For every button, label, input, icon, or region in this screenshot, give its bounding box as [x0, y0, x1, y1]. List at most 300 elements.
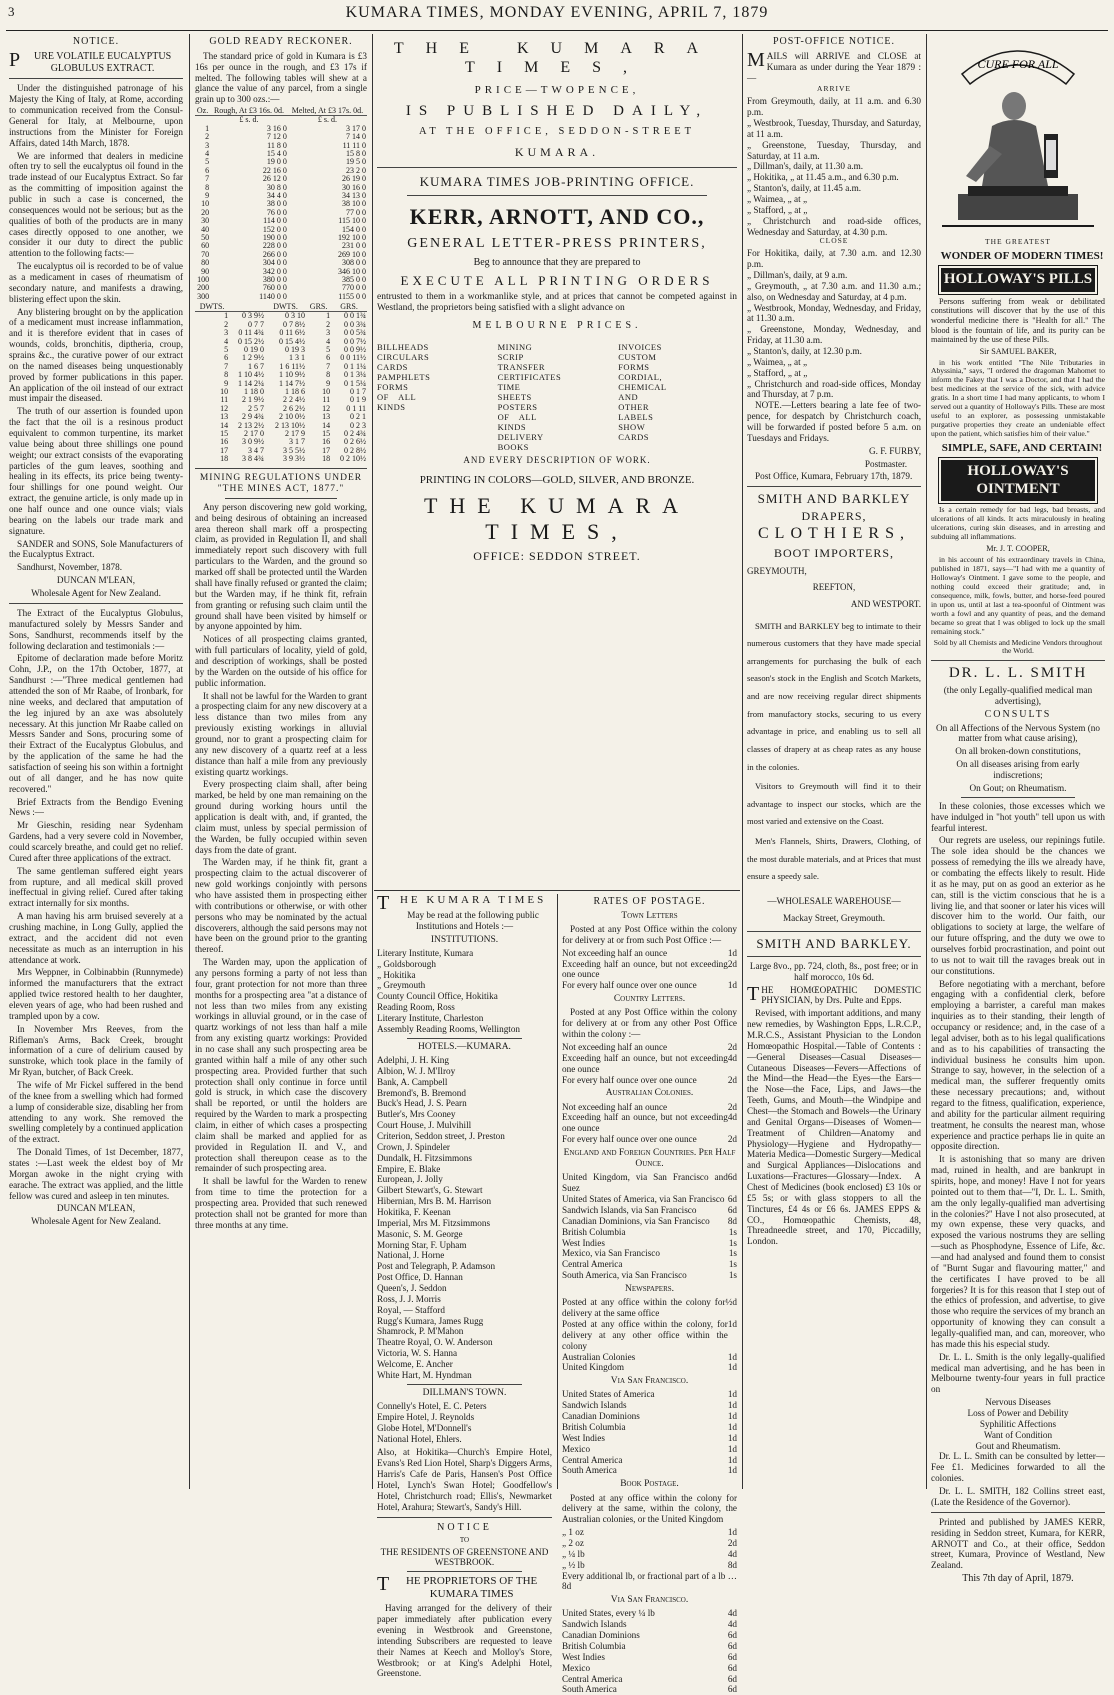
rate-value: 1s: [728, 1248, 737, 1259]
table-cell: 9: [326, 378, 331, 388]
table-cell: 3 5 5½: [283, 445, 306, 455]
dr-smith-title: DR. L. L. SMITH: [948, 665, 1088, 682]
gold-reckoner-heading: GOLD READY RECKONER.: [209, 36, 353, 47]
items-column: [498, 342, 617, 452]
homeopathic-head: Large 8vo., pp. 724, cloth, 8s., post free; or in half morocco, 10s 6d.: [749, 960, 919, 982]
divider: [225, 498, 337, 499]
rate-row: [562, 1134, 737, 1145]
smith-paragraph: SMITH and BARKLEY beg to intimate to their numerous customers that they have made special arrangements for purchasing the bulk of each season's stock in the English and Scotch Markets, and are now receiving regular direct shipments from manufactory stocks, securing to us every advantage in price, and enabling us to sell all classes of drapery at as cheap rates as any house in the colonies.: [747, 620, 921, 772]
column-rule: [557, 894, 558, 1489]
mining-paragraph: It shall not be lawful for the Warden to grant a prospecting claim for any new discovery at a less distance than two miles from any previously existing workings in alluvial ground, nor to grant a prospecting claim for any new discovery of a quartz reef at a less distance than half a mile from any previously existing quartz workings.: [195, 690, 367, 777]
list-item: Hibernian, Mrs B. M. Harrison: [377, 1196, 492, 1207]
list-item: „ Christchurch and road-side offices, Monday and Thursday, at 7 p.m.: [747, 378, 921, 400]
notice-body: Having arranged for the delivery of their paper immediately after publication every evening in Westbrook and Greenstone, intending Subscribers are requested to leave their Names at Keech and Molloy's Store, Westbrook; or at King's Adelphi Hotel, Greenstone.: [377, 1603, 552, 1679]
list-item: POSTERS OF ALL KINDS: [497, 402, 538, 433]
table-cell: 0 19 3: [285, 345, 306, 355]
table-cell: 9: [205, 191, 210, 200]
table-cell: 6: [326, 353, 331, 363]
post-office-heading: POST-OFFICE NOTICE.: [773, 36, 895, 47]
divider: [931, 1512, 1105, 1513]
rate-row: [562, 1411, 737, 1422]
table-cell: 14: [220, 420, 229, 430]
table-cell: 2 5 7: [248, 403, 265, 413]
table-cell: 0 2 3: [350, 420, 366, 430]
table-cell: 200: [197, 283, 210, 293]
list-item: Court House, J. Mulvihill: [377, 1120, 472, 1131]
list-item: PAMPHLETS: [377, 372, 431, 383]
table-cell: 2 6 2½: [283, 403, 306, 413]
rate-row: [562, 1227, 737, 1238]
table-cell: 342 0 0: [262, 266, 287, 276]
table-cell: 34 4 0: [266, 191, 287, 200]
holloway-column: [928, 34, 1108, 1585]
list-item: National, J. Horne: [377, 1250, 445, 1261]
rate-label: Canadian Dominions, via San Francisco: [562, 1215, 710, 1226]
entrusted-text: entrusted to them in a workmanlike style, and at prices that cannot be competed against in Westland, the proprietors being satisfied with a slight advance on: [377, 291, 737, 314]
rate-label: Posted at any office within the colony for delivery at the same office: [562, 1297, 726, 1319]
rate-label: For every half ounce over one ounce: [562, 1134, 697, 1145]
list-item: „ Hokitika, „ at 11.45 a.m., and 6.30 p.m.: [747, 172, 899, 183]
list-item: CORDIAL, CHEMICAL: [618, 372, 667, 393]
table-cell: 3 8 4¾: [242, 454, 265, 464]
col-grs: GRS.: [331, 303, 367, 312]
book-extra: Every additional lb, or fractional part of a lb … 8d: [562, 1570, 737, 1592]
kerr-arnott-title: KERR, ARNOTT, AND CO.,: [409, 204, 705, 230]
reading-rooms-column: [374, 892, 555, 1679]
table-cell: 0 2 10½: [340, 454, 366, 464]
divider: [407, 1384, 522, 1385]
rate-row: [562, 1259, 737, 1270]
rate-label: Sandwich Islands: [562, 1400, 627, 1411]
list-item: „ Greymouth, „ at 7.30 a.m. and 11.30 a.m.; also, on Wednesday and Saturday, at 4 p.m.: [747, 280, 921, 302]
mining-paragraph: Any person discovering new gold working, and being desirous of obtaining an increased area thereon shall mark off a prospecting claim, as provided in Regulation II, and shall immediately report such discovery with full particulars to the Warden, and the ground so marked off shall be protected until the Warden shall have finally refused or granted the claim; but the Warden may, if he think fit, refrain from granting or refusing such claim until the ground shall have been visited by himself or by anyone appointed by him.: [195, 501, 367, 632]
smith-place: GREYMOUTH,: [747, 565, 807, 576]
table-cell: 1 10 4½: [238, 370, 265, 380]
consult-item: On all diseases arising from early indiscretions;: [956, 759, 1080, 781]
rate-value: 1s: [728, 1270, 737, 1281]
rate-row: [562, 1102, 737, 1113]
table-cell: 15: [220, 428, 229, 438]
table-cell: 115 10 0: [338, 216, 366, 226]
postmaster-role: Postmaster.: [864, 458, 907, 469]
table-cell: 152 0 0: [262, 224, 287, 234]
table-cell: 0 11 4¾: [238, 328, 265, 338]
gold-mining-column: [192, 34, 370, 1489]
sold-text: Sold by all Chemists and Medicine Vendors throughout the World.: [933, 637, 1103, 656]
book-postage-heading: Book Postage.: [620, 1479, 679, 1490]
gold-intro: The standard price of gold in Kumara is £3 16s per ounce in the rough, and £3 17s if melted. The following tables will shew at a glance the value of any parcel, from a single grain up to 300 ozs.:—: [195, 50, 367, 105]
mining-paragraph: The Warden may, if he think fit, grant a prospecting claim to the actual discoverer of new gold workings conjointly with persons who have assisted them in prospecting either with contributions or otherwise, or with other persons who may be nominated by the actual discoverers, although the said persons may not have been on the ground prior to the granting thereof.: [195, 857, 367, 955]
consults-label: CONSULTS: [984, 708, 1052, 720]
col-melted: Melted, At £3 17s. 0d.: [288, 107, 367, 116]
rate-label: British Columbia: [562, 1422, 626, 1433]
table-cell: 9: [224, 378, 229, 388]
table-cell: 5: [326, 345, 331, 355]
rate-row: [562, 1527, 737, 1538]
rate-label: „ 1 oz: [562, 1527, 584, 1538]
list-item: Criterion, Seddon street, J. Preston: [377, 1130, 505, 1141]
table-cell: 0 1 5¼: [344, 378, 366, 388]
table-cell: 0 1 3¼: [344, 370, 366, 380]
melbourne-prices: MELBOURNE PRICES.: [472, 320, 642, 332]
close-list: [747, 248, 921, 400]
rate-value: 1s: [728, 1259, 737, 1270]
divider: [747, 931, 921, 932]
list-item: For Hokitika, daily, at 7.30 a.m. and 12.30 p.m.: [747, 248, 921, 270]
notice-residents: THE RESIDENTS OF GREENSTONE AND WESTBROOK.: [380, 1546, 549, 1568]
office-seddon: OFFICE: SEDDON STREET.: [473, 548, 641, 563]
list-item: „ Greenstone, Tuesday, Thursday, and Saturday, at 11 a.m.: [747, 139, 921, 161]
readrooms-title: THE KUMARA TIMES: [377, 892, 547, 914]
mining-paragraph: Notices of all prospecting claims granted, with full particulars of locality, yield of gold, and description of workings, shall be posted by the Warden on the outside of his office for public information.: [195, 634, 367, 688]
consult-item: On Gout; on Rheumatism.: [969, 782, 1067, 793]
job-printing-heading: KUMARA TIMES JOB-PRINTING OFFICE.: [419, 173, 695, 189]
list-item: Loss of Power and Debility: [967, 1408, 1069, 1419]
table-cell: 346 10 0: [338, 266, 366, 276]
postage-heading: RATES OF POSTAGE.: [593, 896, 706, 907]
table-cell: 385 0 0: [342, 274, 366, 284]
rate-label: Central America: [562, 1454, 623, 1465]
table-cell: 30 8 0: [266, 182, 287, 192]
column-rule: [742, 34, 743, 1489]
rate-row: [562, 1352, 737, 1363]
divider: [195, 468, 367, 469]
table-cell: 0 15 4½: [279, 336, 306, 346]
table-cell: 3 16 0: [266, 123, 287, 133]
rate-label: „ ½ lb: [562, 1559, 585, 1570]
rate-label: Exceeding half an ounce, but not exceeding one ounce: [562, 1052, 728, 1074]
table-cell: 0 3 9½: [242, 311, 265, 321]
kumara-price: PRICE—TWOPENCE,: [474, 83, 640, 96]
rate-row: [562, 959, 737, 981]
printers-heading: GENERAL LETTER-PRESS PRINTERS,: [407, 236, 707, 252]
rate-label: Exceeding half an ounce, but not exceeding one ounce: [562, 1112, 728, 1134]
rate-row: [562, 1444, 737, 1455]
table-cell: 11 8 0: [267, 140, 287, 150]
rate-row: [562, 1205, 737, 1216]
table-cell: 80: [201, 258, 210, 268]
rate-label: Not exceeding half an ounce: [562, 1101, 668, 1112]
table-cell: 0 11 6½: [279, 328, 306, 338]
dillman-list: [377, 1401, 552, 1444]
notice-to: TO: [459, 1536, 470, 1545]
table-cell: 308 0 0: [342, 258, 366, 268]
list-item: „ Stafford, „ at „: [747, 204, 808, 215]
smith-paragraph: Our regrets are useless, our repinings futile. The sole idea should be the chances we possess of remedying the ills we already have, or combating the effects likely to result. Hide it as he may, put on as good an exterior as he can, still is the victim conscious that he is a living lie, and that sooner or later his vices will discover him to the world. Our faith, our obligations to society at large, the welfare of our future offspring, and the duty we owe to ourselves forbid procrastination, and point out to us not to wait till the ravages break out in our constitutions.: [931, 835, 1105, 976]
rate-row: [562, 1684, 737, 1695]
table-cell: 14: [322, 420, 331, 430]
list-item: Theatre Royal, O. W. Anderson: [377, 1337, 493, 1348]
table-cell: 38 0 0: [266, 199, 287, 209]
table-cell: 50: [201, 232, 210, 242]
table-cell: 11: [220, 395, 229, 405]
list-item: Butler's, Mrs Cooney: [377, 1109, 456, 1120]
table-cell: 2 10 0½: [279, 412, 306, 422]
agent-name: DUNCAN M'LEAN,: [56, 1203, 136, 1214]
rate-row: [562, 948, 737, 959]
rate-value: 6d: [727, 1673, 737, 1684]
list-item: Connelly's Hotel, E. C. Peters: [377, 1400, 487, 1411]
country-letters-heading: Country Letters.: [613, 994, 686, 1005]
rate-value: 6d: [727, 1630, 737, 1641]
smith-barkley-title-2: SMITH AND BARKLEY.: [756, 936, 912, 952]
town-rates: [562, 948, 737, 991]
rate-label: „ 2 oz: [562, 1537, 584, 1548]
table-cell: 2: [224, 319, 229, 329]
table-cell: 3: [326, 328, 331, 338]
rate-value: 4d: [727, 1608, 737, 1619]
mining-paragraph: The Warden may, upon the application of any persons forming a party of not less than four, grant protection for not more than three months for a prospecting area "at a distance of not less than two miles from any existing workings in alluvial ground, or in the case of quartz workings of not less than half a mile from any existing quartz workings: Provided in no case shall any such prospecting area be granted within half a mile of any other such prospecting area. Provided further that such protection shall only continue in force until gold is struck, in which case the discovery shall be reported, or until the holders are required by the Warden to mark a prospecting claim, in either of which cases a prospecting claim shall be marked and applied for as provided in Regulation II. and V., and protection shall thereupon cease as to the remainder of such prospecting area.: [195, 957, 367, 1174]
rate-label: Sandwich Islands: [562, 1619, 627, 1630]
rate-row: [562, 1465, 737, 1476]
eucalyptus-paragraph: Epitome of declaration made before Moritz Cohn, J.P., on the 17th October, 1877, at Sandhurst :—"Three medical gentlemen had attended the son of Mr Raabe, of Ironbark, for nine weeks, and declared that amputation of the leg injured by an axe was absolutely necessary. At this junction Mr Raabe called on Messrs Sander and Sons, procuring some of their Extract of the Eucalyptus Globulus, and by the application of the same he had the satisfaction of seeing his son within a fortnight out of all danger, and he has now quite recovered.": [9, 653, 183, 794]
rate-value: 1d: [727, 1443, 737, 1454]
column-rule: [189, 34, 190, 1489]
rate-label: For every half ounce over one ounce: [562, 1074, 697, 1085]
smith-paragraph: Dr. L. L. Smith can be consulted by letter—Fee £1. Medicines forwarded to all the colonies.: [931, 1451, 1105, 1484]
readrooms-intro: May be read at the following public Institutions and Hotels :—: [407, 909, 539, 931]
table-cell: 1 18 6: [285, 386, 306, 396]
list-item: Assembly Reading Rooms, Wellington: [377, 1023, 521, 1034]
list-item: BILLHEADS: [377, 342, 429, 353]
col-rough: Rough, At £3 16s. 0d.: [210, 107, 288, 116]
table-cell: 18: [220, 454, 229, 464]
rate-value: 6d: [727, 1172, 737, 1183]
list-item: „ Waimea, „ at „: [747, 193, 808, 204]
mining-paragraph: Every prospecting claim shall, after being marked, be held by one man remaining on the ground during working hours until the application is dealt with, and, if granted, the claim must, unless by special permission of the Warden, be fully occupied within seven days from the date of grant.: [195, 779, 367, 855]
consult-item: On all broken-down constitutions,: [955, 746, 1081, 757]
rate-label: Mexico: [562, 1443, 591, 1454]
table-cell: 12: [220, 403, 229, 413]
rate-row: [562, 1216, 737, 1227]
rate-label: United Kingdom, via San Francisco and Suez: [562, 1172, 728, 1194]
col-grs: GRS.: [306, 303, 331, 312]
table-cell: 0 1 1¼: [344, 361, 366, 371]
table-cell: 11 11 0: [342, 140, 366, 150]
eucalyptus-column: [6, 34, 186, 1489]
table-cell: 0 0 9½: [344, 345, 366, 355]
smith-clothiers: CLOTHIERS,: [758, 524, 910, 542]
list-item: Want of Condition: [983, 1429, 1053, 1440]
notice-proprietors: THE PROPRIETORS OF THE KUMARA TIMES: [377, 1573, 538, 1601]
table-cell: 0 15 2½: [238, 336, 265, 346]
table-cell: 6: [205, 165, 210, 175]
rate-row: [562, 1400, 737, 1411]
list-item: Rugg's Kumara, James Rugg: [377, 1315, 484, 1326]
rate-value: 4d: [727, 1052, 737, 1063]
list-item: „ Goldsborough: [377, 958, 436, 969]
list-item: Victoria, W. S. Hanna: [377, 1348, 458, 1359]
table-cell: 2 1 9½: [242, 395, 265, 405]
table-cell: 266 0 0: [262, 249, 287, 259]
australian-heading: Australian Colonies.: [605, 1088, 694, 1099]
banner-text: CURE FOR ALL: [977, 57, 1059, 71]
table-cell: 15: [322, 428, 331, 438]
list-item: AND OTHER LABELS: [618, 392, 654, 423]
colors-line: PRINTING IN COLORS—GOLD, SILVER, AND BRONZE.: [419, 473, 695, 486]
list-item: European, J. Jolly: [377, 1174, 443, 1185]
rate-label: Mexico: [562, 1662, 591, 1673]
table-row: [195, 455, 367, 463]
rate-value: 2d: [727, 1101, 737, 1112]
institutions-heading: INSTITUTIONS.: [430, 934, 499, 945]
list-item: Globe Hotel, M'Donnell's: [377, 1422, 472, 1433]
table-cell: 2: [205, 132, 210, 142]
homeopathic-title: THE HOMŒOPATHIC DOMESTIC PHYSICIAN, by Drs. Pulte and Epps.: [747, 982, 921, 1006]
list-item: Hokitika, F. Keenan: [377, 1207, 451, 1217]
simple-safe-text: SIMPLE, SAFE, AND CERTAIN!: [941, 442, 1103, 455]
imprint-text: Printed and published by JAMES KERR, residing in Seddon street, Kumara, for KERR, ARNOTT and Co., at their office, Seddon street, Kumara, Province of Westland, New Zealand.: [931, 1516, 1105, 1571]
divider: [9, 78, 183, 79]
table-cell: 0 0 1¾: [344, 311, 366, 321]
table-cell: 12: [322, 403, 331, 413]
arrive-label: ARRIVE: [817, 84, 851, 94]
rate-value: 8d: [727, 1559, 737, 1570]
table-cell: 0 0 7½: [344, 336, 366, 346]
smith-warehouse: —WHOLESALE WAREHOUSE—: [767, 895, 901, 906]
table-cell: 1 3 1: [289, 353, 306, 363]
england-heading: England and Foreign Countries. Per Half Ounce.: [563, 1148, 736, 1170]
list-item: Imperial, Mrs M. Fitzsimmons: [377, 1217, 491, 1228]
holloways-ointment-banner: HOLLOWAY'S OINTMENT: [939, 458, 1097, 503]
rate-value: 6d: [727, 1205, 737, 1215]
agent-role: Wholesale Agent for New Zealand.: [31, 1216, 161, 1227]
table-cell: 22 16 0: [262, 165, 287, 175]
divider: [931, 660, 1105, 661]
table-cell: 100: [197, 274, 210, 284]
eucalyptus-paragraph: The same gentleman suffered eight years from rupture, and all medical skill proved ineffectual in giving relief. Cured after taking extract internally for six months.: [9, 865, 183, 909]
divider: [407, 1038, 522, 1039]
divider: [374, 890, 740, 891]
cure-for-all-illustration: [932, 36, 1104, 236]
rate-row: [562, 1608, 737, 1619]
rate-label: For every half ounce over one ounce: [562, 980, 697, 991]
list-item: Bremond's, B. Bremond: [377, 1087, 466, 1098]
top-rule: [6, 30, 1108, 31]
list-item: „ Westbrook, Monday, Wednesday, and Friday, at 11.30 a.m.: [747, 302, 921, 324]
table-cell: 34 13 0: [342, 191, 366, 200]
book-rates: [562, 1527, 737, 1570]
list-item: MINING SCRIP: [497, 342, 533, 363]
rate-label: South America: [562, 1465, 617, 1476]
list-item: Post and Telegraph, P. Adamson: [377, 1261, 496, 1272]
rate-row: [562, 1194, 737, 1205]
dillman-heading: DILLMAN'S TOWN.: [422, 1387, 507, 1398]
rate-label: Posted at any office within the colony, for delivery at any other office within the colony: [562, 1318, 728, 1351]
rate-row: [562, 1075, 737, 1086]
rate-label: Mexico, via San Francisco: [562, 1248, 660, 1259]
rate-label: United States of America: [562, 1389, 655, 1400]
rate-label: Canadian Dominions: [562, 1630, 640, 1641]
rate-value: 1d: [727, 1400, 737, 1411]
list-item: Shamrock, P. M'Mahon: [377, 1326, 464, 1337]
list-item: „ Greymouth: [377, 980, 426, 991]
smith-barkley-title: SMITH AND BARKLEY: [757, 491, 911, 507]
rate-value: 1s: [728, 1226, 737, 1237]
gold-oz-table: [195, 107, 367, 301]
table-cell: 0 1 7: [350, 386, 366, 396]
table-cell: 60: [201, 241, 210, 251]
table-cell: 76 0 0: [266, 207, 287, 217]
table-cell: 7 14 0: [346, 132, 366, 142]
smith-paragraph: Visitors to Greymouth will find it to their advantage to inspect our stocks, which are the most varied and extensive on the Coast.: [747, 781, 921, 827]
hotels-list: [377, 1055, 552, 1381]
mining-heading: MINING REGULATIONS UNDER "THE MINES ACT, 1877.": [199, 472, 363, 494]
table-cell: 1: [326, 311, 331, 321]
table-cell: 40: [201, 224, 210, 234]
table-cell: 10: [220, 386, 229, 396]
smith-boot: BOOT IMPORTERS,: [773, 545, 895, 560]
table-cell: 114 0 0: [263, 216, 287, 226]
rate-row: [562, 1619, 737, 1630]
list-item: Masonic, S. M. George: [377, 1228, 463, 1239]
eucalyptus-paragraph: The truth of our assertion is founded upon the fact that the oil is a resinous product equivalent to common turpentine, its market value being about three shillings one pound weight; our extract consists of the evaporating particles of the gum leaves, soothing and healing in its effects, its price being twenty-four shillings for one pound weight. Our extract, the genuine article, is only made up in one half ounce and one ounce vials; vials bearing on the labels our trade mark and signature.: [9, 406, 183, 536]
rate-value: 1d: [727, 947, 737, 958]
list-item: „ Dillman's, daily, at 11.30 a.m.: [747, 161, 864, 172]
smith-place: REEFTON,: [812, 582, 856, 593]
list-item: Albion, W. J. M'Ilroy: [377, 1065, 456, 1076]
list-item: „ Christchurch and road-side offices, Wednesday and Saturday, at 4.30 p.m.: [747, 215, 921, 237]
divider: [407, 1571, 522, 1572]
rate-row: [562, 1248, 737, 1259]
eucalyptus-paragraph: Brief Extracts from the Bendigo Evening News :—: [9, 796, 183, 818]
england-rates: [562, 1172, 737, 1281]
eucalyptus-paragraph: Any blistering brought on by the application of a medicament must increase inflammation, and it is therefore evident that in cases of wounds, colds, bronchitis, diptheria, croup, sprains &c., the curative power of our extract on the named diseases being unquestionably proved by former publications in this paper. An application of the oil instead of our extract must impair the diseased.: [9, 306, 183, 404]
list-item: „ Greenstone, Monday, Wednesday, and Friday, at 11.30 a.m.: [747, 324, 921, 346]
rate-label: Not exceeding half an ounce: [562, 1041, 668, 1052]
list-item: Dundalk, H. Fitzsimmons: [377, 1152, 472, 1163]
list-item: Gilbert Stewart's, G. Stewart: [377, 1185, 483, 1196]
rate-value: 2d: [727, 1074, 737, 1085]
table-cell: 3 17 0: [346, 123, 366, 133]
table-cell: 8: [326, 370, 331, 380]
list-item: White Hart, M. Hyndman: [377, 1369, 472, 1380]
table-cell: 2 9 4¾: [242, 412, 265, 422]
eucalyptus-paragraph: The eucalyptus oil is recorded to be of value as a medicament in cases of rheumatism of secondary nature, and manifests a drawing, blistering effect upon the skin.: [9, 261, 183, 304]
list-item: „ Dillman's, daily, at 9 a.m.: [747, 269, 848, 280]
kumara-times-big: THE KUMARA TIMES,: [423, 492, 691, 544]
via-sf-heading: Via San Francisco.: [610, 1595, 689, 1606]
rate-label: United States of America, via San Francisco: [562, 1194, 725, 1205]
table-cell: 190 0 0: [262, 232, 287, 242]
rate-label: South America, via San Francisco: [562, 1270, 687, 1281]
holloways-pills-banner: HOLLOWAY'S PILLS: [939, 266, 1097, 294]
list-item: National Hotel, Ehlers.: [377, 1433, 462, 1444]
table-cell: 16: [220, 437, 229, 447]
col-oz: Oz.: [196, 106, 209, 116]
printing-items: [377, 342, 737, 452]
table-cell: 10: [201, 199, 210, 209]
table-cell: 380 0 0: [262, 274, 287, 284]
table-cell: 4: [326, 336, 331, 346]
table-cell: 0 0 11½: [340, 353, 366, 363]
table-cell: 17: [220, 445, 229, 455]
column-rule: [372, 34, 373, 1489]
rate-value: 6d: [727, 1651, 737, 1662]
list-item: Ross, J. J. Morris: [377, 1293, 441, 1304]
kumara-times-advert: [374, 34, 740, 892]
rate-value: 1s: [728, 1237, 737, 1248]
table-cell: 0 2 1: [350, 412, 366, 422]
rate-label: „ ¼ lb: [562, 1548, 585, 1559]
table-cell: 3: [224, 328, 229, 338]
rate-value: 1d: [727, 1422, 737, 1433]
table-cell: 304 0 0: [262, 258, 287, 268]
notice-heading: NOTICE.: [72, 36, 120, 47]
rate-label: West Indies: [562, 1651, 605, 1662]
homeopathic-body: Revised, with important additions, and many new remedies, by Washington Epps, L.R.C.P., M.R.C.S., Assistant Physician to the London Homœopathic Hospital.—Table of Contents :—General Diseases—Casual Diseases—Cutaneous Diseases—Fevers—Affections of the Mind—the Head—the Eyes—the Ears—the Nose—the Face, Lips, and Jaws—the Teeth, Gums, and Mouth—the Windpipe and Chest—the Stomach and Bowels—the Urinary and Genital Organs—Diseases of Women—Treatment of Children—Anatomy and Physiology—Hygiene and Hydropathy—Materia Medica—Domestic Surgery—Medical and Surgical Appliances—Dislocations and Luxations—Fractures—Glossary—Index. A Chest of Medicines (book enclosed) £3 10s or £5 5s; or with glass stoppers to all the Tinctures, £4 4s or £6 6s. JAMES EPPS & CO., Homœopathic Chemists, 48, Threadneedle street, and 170, Piccadilly, London.: [747, 1008, 921, 1247]
table-cell: 1 14 2¼: [238, 378, 265, 388]
